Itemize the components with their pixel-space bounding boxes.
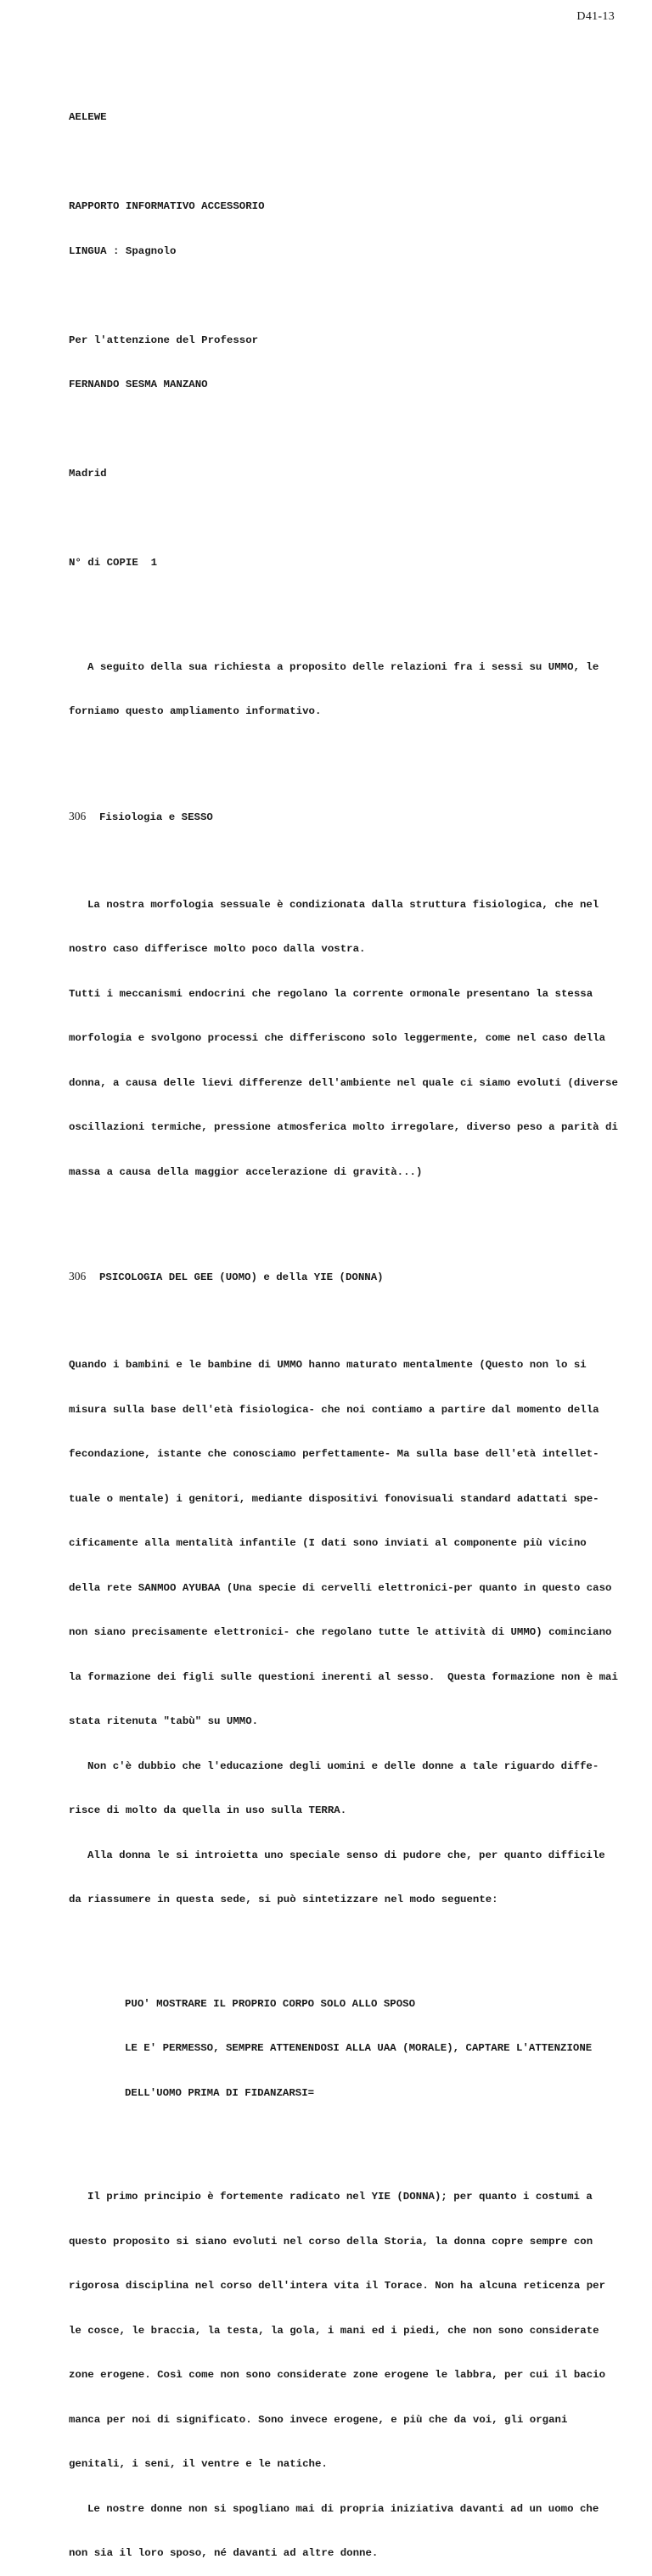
sender-code: AELEWE <box>69 111 107 123</box>
attention-line: Per l'attenzione del Professor <box>69 334 259 346</box>
text-line: risce di molto da quella in uso sulla TERRA. <box>69 1804 347 1816</box>
section-title: Fisiologia e SESSO <box>99 811 213 823</box>
text-line: Alla donna le si introietta uno speciale senso di pudore che, per quanto difficile <box>87 1849 605 1861</box>
text-line: donna, a causa delle lievi differenze dell'ambiente nel quale ci siamo evoluti (diverse <box>69 1076 618 1089</box>
document-type: RAPPORTO INFORMATIVO ACCESSORIO <box>69 200 265 212</box>
intro-line: forniamo questo ampliamento informativo. <box>69 705 322 717</box>
text-line: non sia il loro sposo, né davanti ad altre donne. <box>69 2547 379 2559</box>
text-line: zone erogene. Così come non sono considerate zone erogene le labbra, per cui il bacio <box>69 2369 606 2381</box>
text-line: da riassumere in questa sede, si può sintetizzare nel modo seguente: <box>69 1894 498 1905</box>
quoted-principle: DELL'UOMO PRIMA DI FIDANZARSI= <box>125 2086 315 2099</box>
text-line: La nostra morfologia sessuale è condizionata dalla struttura fisiologica, che nel <box>87 898 599 911</box>
text-line: Le nostre donne non si spogliano mai di propria iniziativa davanti ad un uomo che <box>87 2502 599 2515</box>
text-line: la formazione dei figli sulle questioni inerenti al sesso. Questa formazione non è mai <box>69 1670 618 1683</box>
section-heading <box>69 1269 612 1284</box>
text-line: stata ritenuta "tabù" su UMMO. <box>69 1715 259 1727</box>
quoted-principle: PUO' MOSTRARE IL PROPRIO CORPO SOLO ALLO SPOSO <box>125 1997 416 2010</box>
text-line: della rete SANMOO AYUBAA (Una specie di cervelli elettronici-per quanto in questo caso <box>69 1581 612 1594</box>
copies-count: N° di COPIE 1 <box>69 557 158 569</box>
text-line: questo proposito si siano evoluti nel corso della Storia, la donna copre sempre con <box>69 2235 593 2248</box>
page-number: D41-13 <box>576 10 615 23</box>
text-line: massa a causa della maggior accelerazione di gravità...) <box>69 1165 423 1178</box>
text-line: genitali, i seni, il ventre e le natiche. <box>69 2458 328 2470</box>
section-number: 306 <box>69 1270 87 1282</box>
text-line: oscillazioni termiche, pressione atmosferica molto irregolare, diverso peso a parità di <box>69 1121 618 1133</box>
document-body <box>69 81 618 2576</box>
text-line: Tutti i meccanismi endocrini che regolano la corrente ormonale presentano la stessa <box>69 987 593 1000</box>
text-line: Quando i bambini e le bambine di UMMO hanno maturato mentalmente (Questo non lo si <box>69 1359 587 1371</box>
recipient-name: FERNANDO SESMA MANZANO <box>69 379 208 390</box>
text-line: Il primo principio è fortemente radicato nel YIE (DONNA); per quanto i costumi a <box>87 2191 593 2203</box>
text-line: manca per noi di significato. Sono invece erogene, e più che da voi, gli organi <box>69 2413 568 2426</box>
text-line: tuale o mentale) i genitori, mediante dispositivi fonovisuali standard adattati spe- <box>69 1492 599 1505</box>
text-line: le cosce, le braccia, la testa, la gola, i mani ed i piedi, che non sono considerate <box>69 2324 599 2337</box>
text-line: Non c'è dubbio che l'educazione degli uomini e delle donne a tale riguardo diffe- <box>87 1759 599 1772</box>
intro-line: A seguito della sua richiesta a proposito delle relazioni fra i sessi su UMMO, le <box>87 660 599 673</box>
text-line: misura sulla base dell'età fisiologica- che noi contiamo a partire dal momento della <box>69 1403 599 1416</box>
city: Madrid <box>69 468 107 480</box>
language-line: LINGUA : Spagnolo <box>69 244 177 257</box>
text-line: fecondazione, istante che conosciamo perfettamente- Ma sulla base dell'età intellet- <box>69 1448 599 1460</box>
section-number: 306 <box>69 809 87 822</box>
section-heading <box>69 809 612 824</box>
text-line: cificamente alla mentalità infantile (I dati sono inviati al componente più vicino <box>69 1537 587 1549</box>
text-line: non siano precisamente elettronici- che regolano tutte le attività di UMMO) cominciano <box>69 1626 612 1638</box>
text-line: rigorosa disciplina nel corso dell'intera vita il Torace. Non ha alcuna reticenza per <box>69 2280 606 2292</box>
text-line: nostro caso differisce molto poco dalla vostra. <box>69 943 366 955</box>
quoted-principle: LE E' PERMESSO, SEMPRE ATTENENDOSI ALLA UAA (MORALE), CAPTARE L'ATTENZIONE <box>125 2042 593 2054</box>
section-title: PSICOLOGIA DEL GEE (UOMO) e della YIE (DONNA) <box>99 1271 384 1283</box>
text-line: morfologia e svolgono processi che differiscono solo leggermente, come nel caso della <box>69 1032 606 1044</box>
